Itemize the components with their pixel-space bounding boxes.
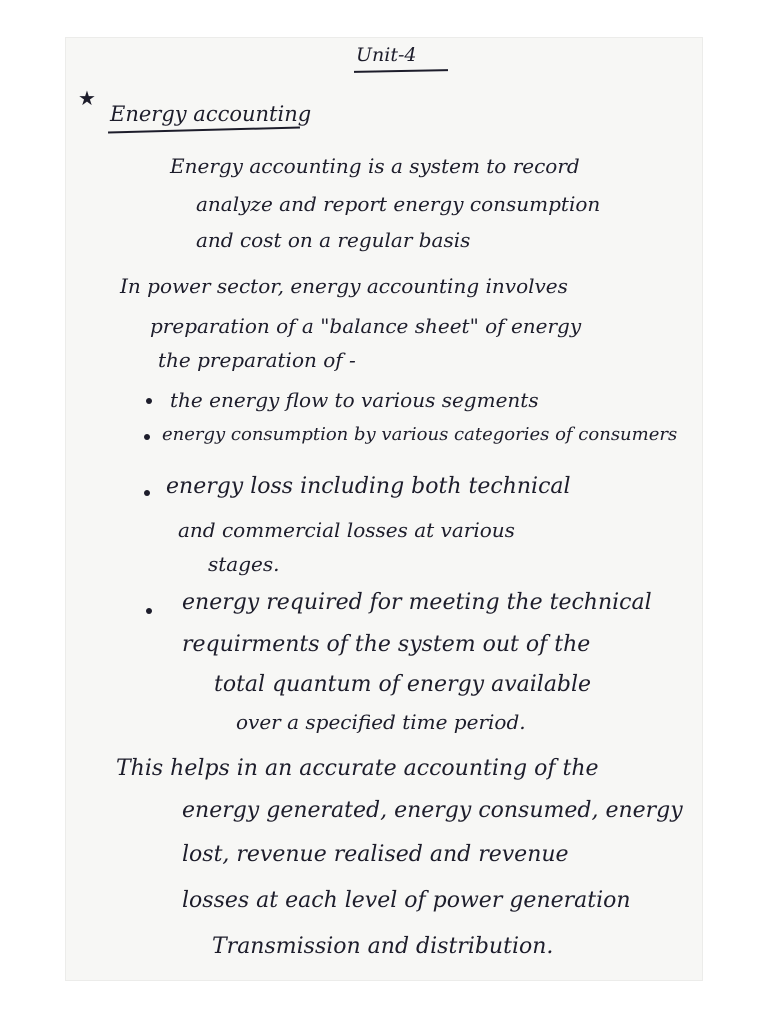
heading-underline <box>108 126 300 133</box>
star-mark-icon: ★ <box>78 86 96 110</box>
para2-line3: the preparation of - <box>158 348 356 372</box>
unit-title: Unit-4 <box>356 44 417 66</box>
bullet4-line1: energy required for meeting the technical <box>182 590 652 615</box>
bullet3-line2: and commercial losses at various <box>178 518 515 542</box>
bullet1-line1: the energy flow to various segments <box>170 388 539 412</box>
bullet-dot <box>144 490 150 496</box>
closing-line5: Transmission and distribution. <box>212 934 554 959</box>
bleed-through-text <box>186 54 193 74</box>
para1-line1: Energy accounting is a system to record <box>170 154 580 178</box>
closing-line2: energy generated, energy consumed, energy <box>182 798 683 823</box>
bullet4-line2: requirments of the system out of the <box>182 632 591 657</box>
bullet-dot <box>146 608 152 614</box>
notebook-page <box>66 38 702 980</box>
closing-line4: losses at each level of power generation <box>182 888 631 913</box>
para2-line2: preparation of a "balance sheet" of energy <box>150 314 582 338</box>
bullet3-line1: energy loss including both technical <box>166 474 571 499</box>
para1-line3: and cost on a regular basis <box>196 228 471 252</box>
bullet-dot <box>146 398 152 404</box>
closing-line1: This helps in an accurate accounting of the <box>116 756 599 781</box>
section-heading: Energy accounting <box>110 102 312 126</box>
bullet4-line4: over a specified time period. <box>236 710 526 734</box>
closing-line3: lost, revenue realised and revenue <box>182 842 569 867</box>
bullet4-line3: total quantum of energy available <box>214 672 592 697</box>
bullet2-line1: energy consumption by various categories of consumers <box>162 424 678 445</box>
title-underline <box>354 69 448 73</box>
bullet-dot <box>144 434 150 440</box>
para2-line1: In power sector, energy accounting involves <box>120 274 568 298</box>
bullet3-line3: stages. <box>208 552 280 576</box>
para1-line2: analyze and report energy consumption <box>196 192 601 216</box>
